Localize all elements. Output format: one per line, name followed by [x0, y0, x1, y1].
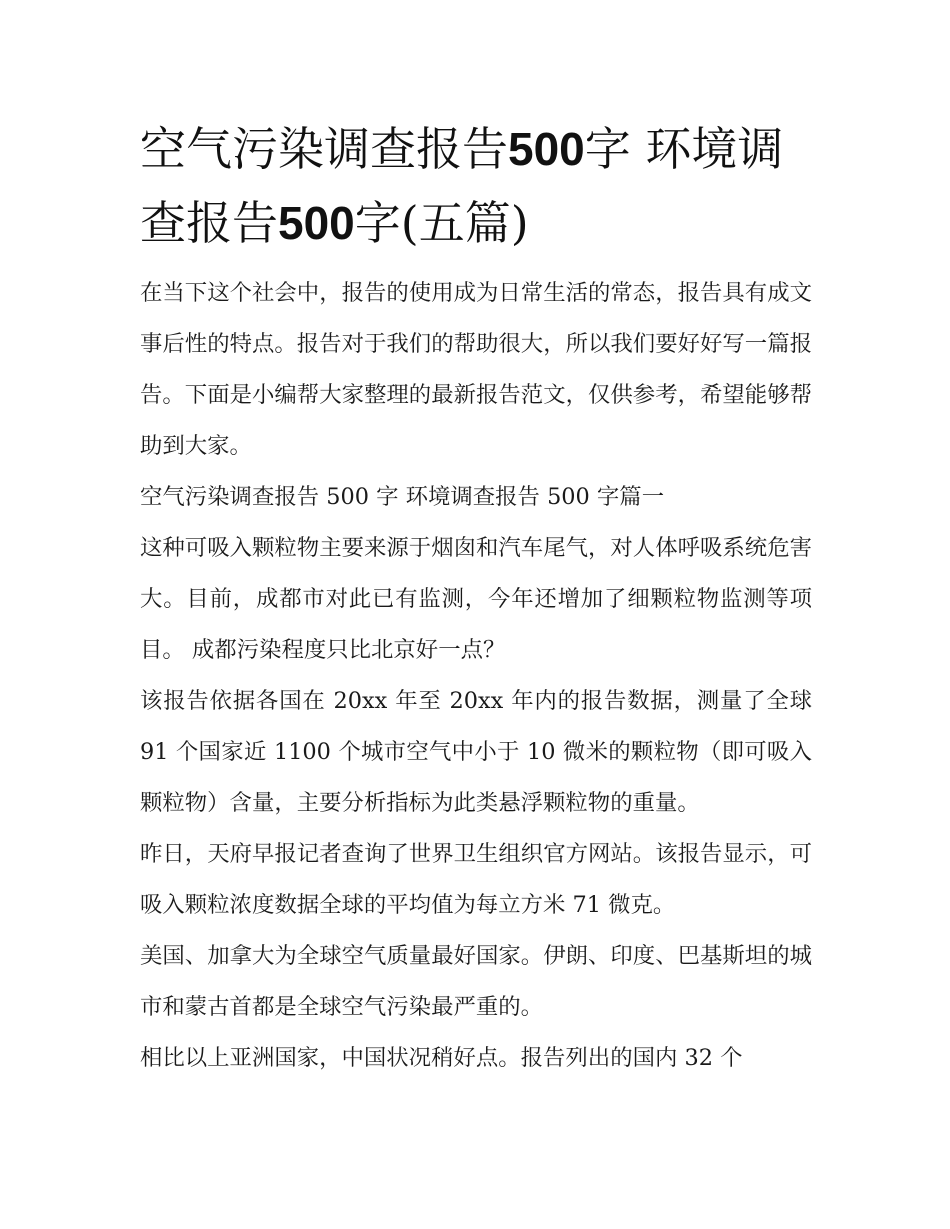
paragraph-country-ranking: 美国、加拿大为全球空气质量最好国家。伊朗、印度、巴基斯坦的城市和蒙古首都是全球空气污染最严重的。	[140, 943, 812, 1020]
section-heading-1: 空气污染调查报告 500 字 环境调查报告 500 字篇一	[140, 484, 665, 510]
title-number-2: 500	[278, 197, 355, 249]
document-body	[140, 268, 812, 1084]
title-text-2: 字 环境调查报告	[140, 122, 784, 250]
title-text-1: 空气污染调查报告	[140, 122, 508, 176]
paragraph-who-website: 昨日，天府早报记者查询了世界卫生组织官方网站。该报告显示，可吸入颗粒浓度数据全球的平均值为每立方米 71 微克。	[140, 841, 812, 918]
paragraph-china-status: 相比以上亚洲国家，中国状况稍好点。报告列出的国内 32 个	[140, 1045, 743, 1071]
document-title	[140, 112, 812, 260]
paragraph-intro: 在当下这个社会中，报告的使用成为日常生活的常态，报告具有成文事后性的特点。报告对于我们的帮助很大，所以我们要好好写一篇报告。下面是小编帮大家整理的最新报告范文，仅供参考，希望能够帮助到大家。	[140, 280, 812, 459]
title-text-3: 字(五篇)	[354, 196, 529, 250]
document-page	[140, 112, 812, 1084]
paragraph-report-basis: 该报告依据各国在 20xx 年至 20xx 年内的报告数据，测量了全球 91 个国家近 1100 个城市空气中小于 10 微米的颗粒物（即可吸入颗粒物）含量，主要分析指标为此类悬浮颗粒物的重量。	[140, 688, 812, 816]
paragraph-particulate-source: 这种可吸入颗粒物主要来源于烟囱和汽车尾气，对人体呼吸系统危害大。目前，成都市对此已有监测，今年还增加了细颗粒物监测等项目。 成都污染程度只比北京好一点？	[140, 535, 812, 663]
title-number-1: 500	[508, 123, 585, 175]
